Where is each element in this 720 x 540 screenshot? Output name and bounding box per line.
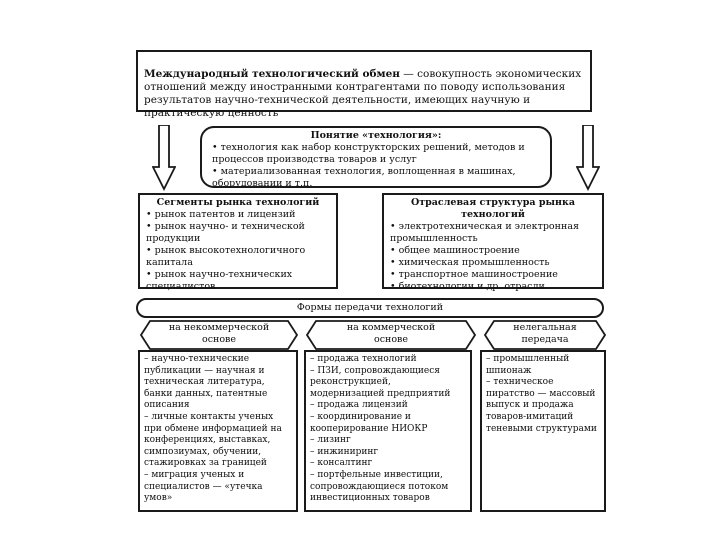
column-noncommercial (138, 350, 298, 512)
sectoral-box (382, 193, 604, 292)
segments-title: Сегменты рынка технологий (156, 197, 320, 208)
sectoral-item: • транспортное машиностроение (390, 269, 558, 280)
column-body: – научно-технические публикации — научная и техническая литература, банки данных, патентные описания – личные контакты ученых при обмене информацией на конференциях, выставках, симпозиумах, обучении, стажировках за границей – миграция ученых и специалистов — «утечка умов» (144, 354, 282, 504)
column-body: – промышленный шпионаж – техническое пиратство — массовый выпуск и продажа товаров-имитаций теневыми структурами (486, 354, 597, 434)
definition-term: Международный технологический обмен (144, 68, 400, 80)
column-header-illegal: нелегальная передача (513, 322, 577, 345)
forms-bar (136, 298, 604, 318)
sectoral-item: • электротехническая и электронная промышленность (390, 221, 579, 244)
definition-box (136, 50, 592, 119)
column-header-commercial: на коммерческой основе (346, 322, 436, 345)
sectoral-item: • общее машиностроение (390, 245, 520, 256)
column-illegal (480, 350, 606, 512)
concept-item: • технология как набор конструкторских решений, методов и процессов производства товаров и услуг (212, 142, 525, 165)
segments-box (138, 193, 338, 292)
segments-item: • рынок научно-технических специалистов (146, 269, 293, 292)
concept-box (200, 126, 552, 188)
segments-item: • рынок научно- и технической продукции (146, 221, 305, 244)
sectoral-item: • химическая промышленность (390, 257, 550, 268)
segments-item: • рынок высокотехнологичного капитала (146, 245, 306, 268)
right-down-arrow-icon (576, 125, 600, 191)
definition-text: — совокупность экономических отношений между иностранными контрагентами по поводу использования результатов научно-технической деятельности, имеющих научную и практическую ценность (144, 68, 582, 119)
concept-title: Понятие «технология»: (310, 130, 442, 141)
column-commercial (304, 350, 472, 512)
concept-item: • материализованная технология, воплощенная в машинах, оборудовании и т.п. (212, 166, 516, 189)
segments-item: • рынок патентов и лицензий (146, 209, 296, 220)
left-down-arrow-icon (152, 125, 176, 191)
column-body: – продажа технологий – ПЗИ, сопровождающиеся реконструкцией, модернизацией предприятий – продажа лицензий – координирование и кооперирование НИОКР – лизинг – инжиниринг – консалтинг – портфельные инвестиции, сопровождающиеся потоком инвестиционных товаров (310, 354, 451, 504)
forms-title: Формы передачи технологий (296, 302, 444, 313)
sectoral-item: • биотехнологии и др. отрасли (390, 281, 545, 292)
column-header-noncommercial: на некоммерческой основе (168, 322, 270, 345)
sectoral-title: Отраслевая структура рынка технологий (410, 197, 576, 220)
